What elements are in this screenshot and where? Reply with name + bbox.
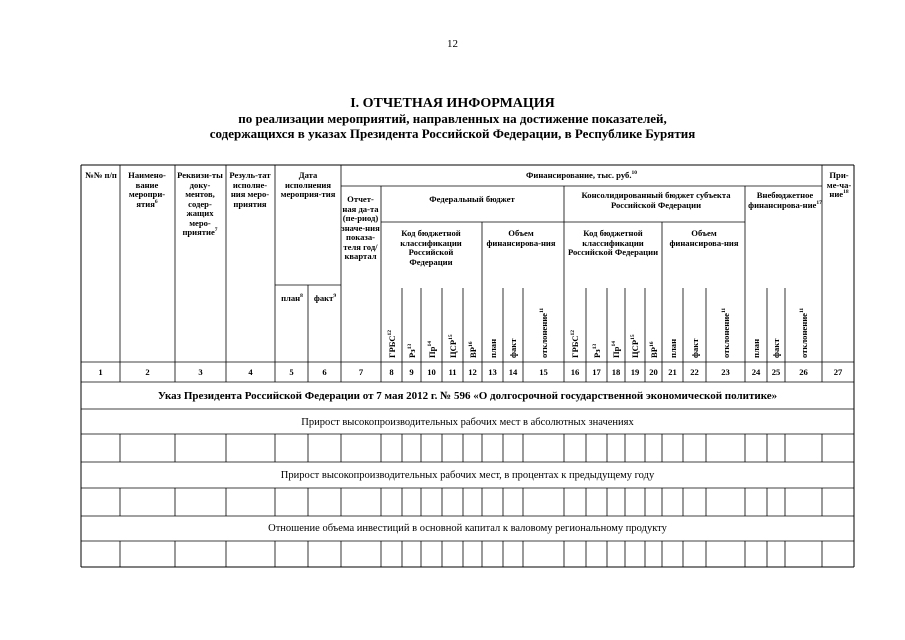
column-number: 12 — [468, 367, 477, 377]
column-number: 11 — [448, 367, 457, 377]
header-grbs-col-16: ГРБС$^{12}$ — [570, 329, 580, 358]
header-col-7: Отчет-ная да-та (пе-риод) значе-ния показа-теля год/ квартал — [341, 194, 380, 261]
column-number: 3 — [198, 367, 203, 377]
column-number: 1 — [98, 367, 103, 377]
report-title — [0, 96, 905, 141]
column-number: 13 — [488, 367, 497, 377]
header-extra-budget: Внебюджетное финансирова-ние$^{17}$ — [748, 190, 822, 210]
column-number: 27 — [833, 367, 843, 377]
header-col-6: факт$^9$ — [313, 293, 337, 303]
title-line-2: по реализации мероприятий, направленных на достижение показателей, — [238, 111, 667, 126]
header-col-5: план$^8$ — [281, 293, 303, 303]
header-cons-kbk: Код бюджетной классификации Российской Федерации — [567, 228, 659, 257]
indicator-1: Прирост высокопроизводительных рабочих мест в абсолютных значениях — [301, 417, 634, 428]
header-pr-col-18: $Пр^{14}$ — [611, 341, 621, 358]
header-plan-col-13: план — [487, 338, 498, 358]
header-col-3: Реквизи-ты доку-ментов, содер-жащих меро-приятие$^7$ — [177, 170, 223, 237]
header-col-4: Резуль-тат исполне-ния меро-приятия — [229, 170, 271, 209]
header-vr-col-12: ВР$^{16}$ — [467, 341, 478, 358]
header-fed-kbk: Код бюджетной классификации Российской Федерации — [400, 228, 462, 267]
column-number: 23 — [721, 367, 730, 377]
header-federal-budget: Федеральный бюджет — [429, 194, 515, 204]
indicator-3: Отношение объема инвестиций в основной капитал к валовому региональному продукту — [268, 523, 667, 534]
header-col-2: Наимено-вание меропри-ятия$^6$ — [128, 170, 166, 209]
header-dev-col-26: отклонение$^{11}$ — [798, 307, 809, 358]
header-pr-col-10: $Пр^{14}$ — [426, 341, 437, 358]
column-number: 18 — [611, 367, 621, 377]
column-number: 2 — [145, 367, 150, 377]
title-line-3: содержащихся в указах Президента Российской Федерации, в Республике Бурятия — [209, 126, 696, 141]
header-col-1: №№ п/п — [85, 170, 117, 180]
column-number: 15 — [539, 367, 548, 377]
header-rz-col-9: $Рз^{13}$ — [406, 343, 417, 358]
column-number: 20 — [649, 367, 658, 377]
column-number: 21 — [668, 367, 677, 377]
column-number: 17 — [592, 367, 601, 377]
decree-title: Указ Президента Российской Федерации от 7 мая 2012 г. № 596 «О долгосрочной государственной экономической политике» — [157, 390, 778, 402]
page-number: 12 — [447, 38, 458, 50]
column-number: 6 — [322, 367, 327, 377]
header-financing: Финансирование, тыс. руб.$^{10}$ — [526, 170, 637, 180]
header-plan-col-21: план — [667, 338, 678, 358]
header-fact-col-25: факт — [771, 338, 781, 358]
column-number: 4 — [248, 367, 253, 377]
column-number: 19 — [630, 367, 640, 377]
header-dev-col-23: отклонение$^{11}$ — [720, 307, 731, 358]
column-number: 24 — [751, 367, 761, 377]
header-dev-col-15: отклонение$^{11}$ — [538, 307, 549, 358]
header-consolidated-budget: Консолидированный бюджет субъекта Российской Федерации — [581, 190, 731, 210]
column-number: 9 — [409, 367, 414, 377]
indicator-2: Прирост высокопроизводительных рабочих мест, в процентах к предыдущему году — [280, 470, 655, 481]
column-number: 25 — [771, 367, 781, 377]
header-cons-volume: Объем финансирова-ния — [669, 228, 739, 248]
column-number: 10 — [427, 367, 436, 377]
column-number: 22 — [690, 367, 699, 377]
header-col-5-6-group: Дата исполнения мероприя-тия — [280, 170, 336, 199]
title-line-1: I. ОТЧЕТНАЯ ИНФОРМАЦИЯ — [350, 96, 555, 111]
header-col-27: При-ме-ча-ние$^{18}$ — [826, 170, 852, 199]
column-number: 8 — [389, 367, 394, 377]
header-rz-col-17: $Рз^{13}$ — [591, 343, 602, 358]
header-plan-col-24: план — [751, 338, 761, 358]
column-number: 26 — [799, 367, 808, 377]
header-csr-col-11: ЦСР$^{15}$ — [447, 334, 458, 358]
column-number: 16 — [570, 367, 580, 377]
column-number: 14 — [508, 367, 518, 377]
column-number: 5 — [289, 367, 294, 377]
header-csr-col-19: ЦСР$^{15}$ — [630, 334, 640, 358]
column-number: 7 — [358, 367, 364, 377]
header-vr-col-20: ВР$^{16}$ — [648, 341, 659, 358]
header-fact-col-14: факт — [508, 338, 518, 358]
header-fact-col-22: факт — [689, 338, 700, 358]
header-fed-volume: Объем финансирова-ния — [486, 228, 556, 248]
header-grbs-col-8: ГРБС$^{12}$ — [386, 329, 397, 358]
